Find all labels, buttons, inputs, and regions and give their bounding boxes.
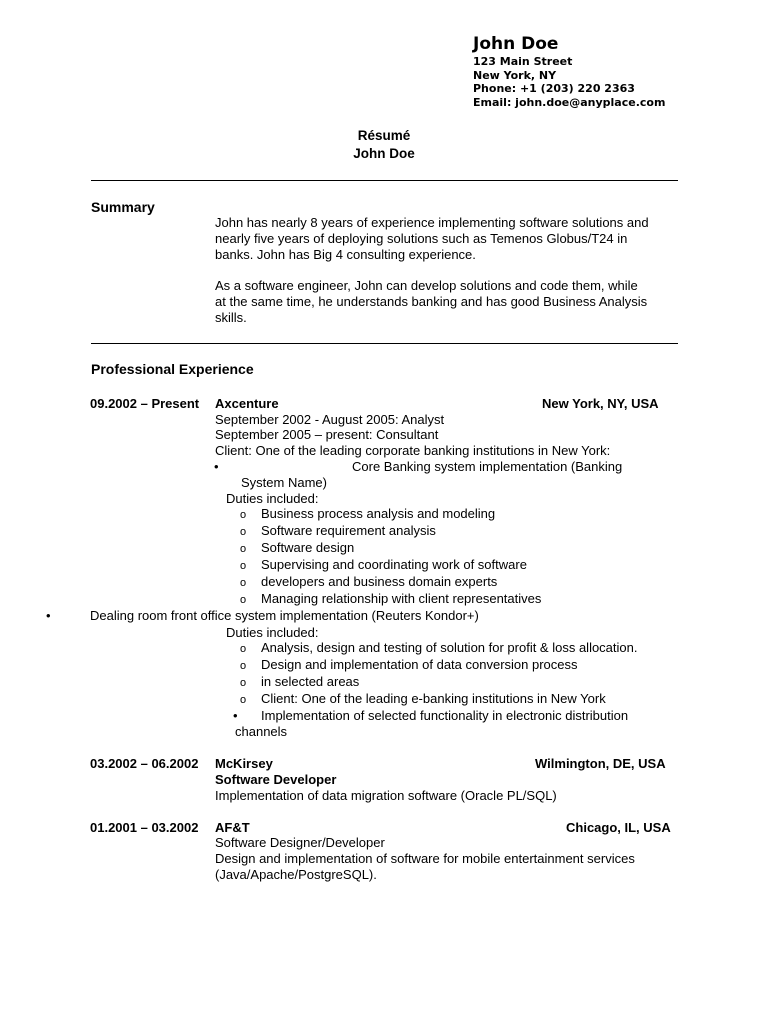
circle-bullet-icon: o bbox=[240, 660, 247, 672]
summary-line: banks. John has Big 4 consulting experience. bbox=[215, 247, 476, 262]
header-name: John Doe bbox=[473, 34, 559, 54]
circle-bullet-icon: o bbox=[240, 594, 247, 606]
circle-bullet-icon: o bbox=[240, 577, 247, 589]
job-project: Core Banking system implementation (Banking bbox=[352, 459, 623, 474]
circle-bullet-icon: o bbox=[240, 543, 247, 555]
circle-bullet-icon: o bbox=[240, 560, 247, 572]
job-company: Axcenture bbox=[215, 396, 279, 411]
job-description: (Java/Apache/PostgreSQL). bbox=[215, 867, 377, 882]
duty-item: Business process analysis and modeling bbox=[261, 506, 496, 521]
header-email: Email: john.doe@anyplace.com bbox=[473, 96, 666, 109]
resume-name: John Doe bbox=[353, 146, 415, 161]
job-dates: 09.2002 – Present bbox=[90, 396, 200, 411]
summary-line: skills. bbox=[215, 310, 247, 325]
job-title: Software Designer/Developer bbox=[215, 835, 385, 850]
summary-heading: Summary bbox=[91, 199, 155, 215]
duty-item: Analysis, design and testing of solution for profit & loss allocation. bbox=[261, 640, 638, 655]
circle-bullet-icon: o bbox=[240, 694, 247, 706]
summary-line: at the same time, he understands banking and has good Business Analysis bbox=[215, 294, 648, 309]
duty-item: Design and implementation of data conversion process bbox=[261, 657, 578, 672]
duty-item: Software design bbox=[261, 540, 355, 555]
job-project: channels bbox=[235, 724, 288, 739]
job-company: AF&T bbox=[215, 820, 250, 835]
duties-label: Duties included: bbox=[226, 491, 319, 506]
job-description: Design and implementation of software for mobile entertainment services bbox=[215, 851, 635, 866]
circle-bullet-icon: o bbox=[240, 643, 247, 655]
job-project: Implementation of selected functionality in electronic distribution bbox=[261, 708, 629, 723]
job-title: Software Developer bbox=[215, 772, 337, 787]
summary-line: John has nearly 8 years of experience implementing software solutions and bbox=[215, 215, 649, 230]
header-city: New York, NY bbox=[473, 69, 557, 82]
bullet-icon: • bbox=[233, 708, 238, 723]
duty-item: Client: One of the leading e-banking institutions in New York bbox=[261, 691, 606, 706]
divider bbox=[91, 180, 678, 181]
job-description: Implementation of data migration software (Oracle PL/SQL) bbox=[215, 788, 557, 803]
job-location: Wilmington, DE, USA bbox=[535, 756, 666, 771]
duty-item: developers and business domain experts bbox=[261, 574, 498, 589]
duty-item: Software requirement analysis bbox=[261, 523, 436, 538]
summary-line: nearly five years of deploying solutions such as Temenos Globus/T24 in bbox=[215, 231, 628, 246]
job-project: Dealing room front office system implementation (Reuters Kondor+) bbox=[90, 608, 479, 623]
duty-item: Supervising and coordinating work of software bbox=[261, 557, 527, 572]
job-client: Client: One of the leading corporate banking institutions in New York: bbox=[215, 443, 611, 458]
duty-item: in selected areas bbox=[261, 674, 360, 689]
job-project: System Name) bbox=[241, 475, 327, 490]
job-location: New York, NY, USA bbox=[542, 396, 659, 411]
circle-bullet-icon: o bbox=[240, 509, 247, 521]
job-company: McKirsey bbox=[215, 756, 273, 771]
bullet-icon: • bbox=[214, 459, 219, 474]
header-street: 123 Main Street bbox=[473, 55, 573, 68]
summary-line: As a software engineer, John can develop solutions and code them, while bbox=[215, 278, 638, 293]
job-dates: 01.2001 – 03.2002 bbox=[90, 820, 199, 835]
duties-label: Duties included: bbox=[226, 625, 319, 640]
duty-item: Managing relationship with client representatives bbox=[261, 591, 542, 606]
job-role: September 2005 – present: Consultant bbox=[215, 427, 439, 442]
bullet-icon: • bbox=[46, 608, 51, 623]
job-dates: 03.2002 – 06.2002 bbox=[90, 756, 199, 771]
resume-title: Résumé bbox=[357, 128, 411, 143]
divider bbox=[91, 343, 678, 344]
job-location: Chicago, IL, USA bbox=[566, 820, 671, 835]
experience-heading: Professional Experience bbox=[91, 361, 254, 377]
circle-bullet-icon: o bbox=[240, 526, 247, 538]
circle-bullet-icon: o bbox=[240, 677, 247, 689]
job-role: September 2002 - August 2005: Analyst bbox=[215, 412, 445, 427]
header-phone: Phone: +1 (203) 220 2363 bbox=[473, 82, 635, 95]
